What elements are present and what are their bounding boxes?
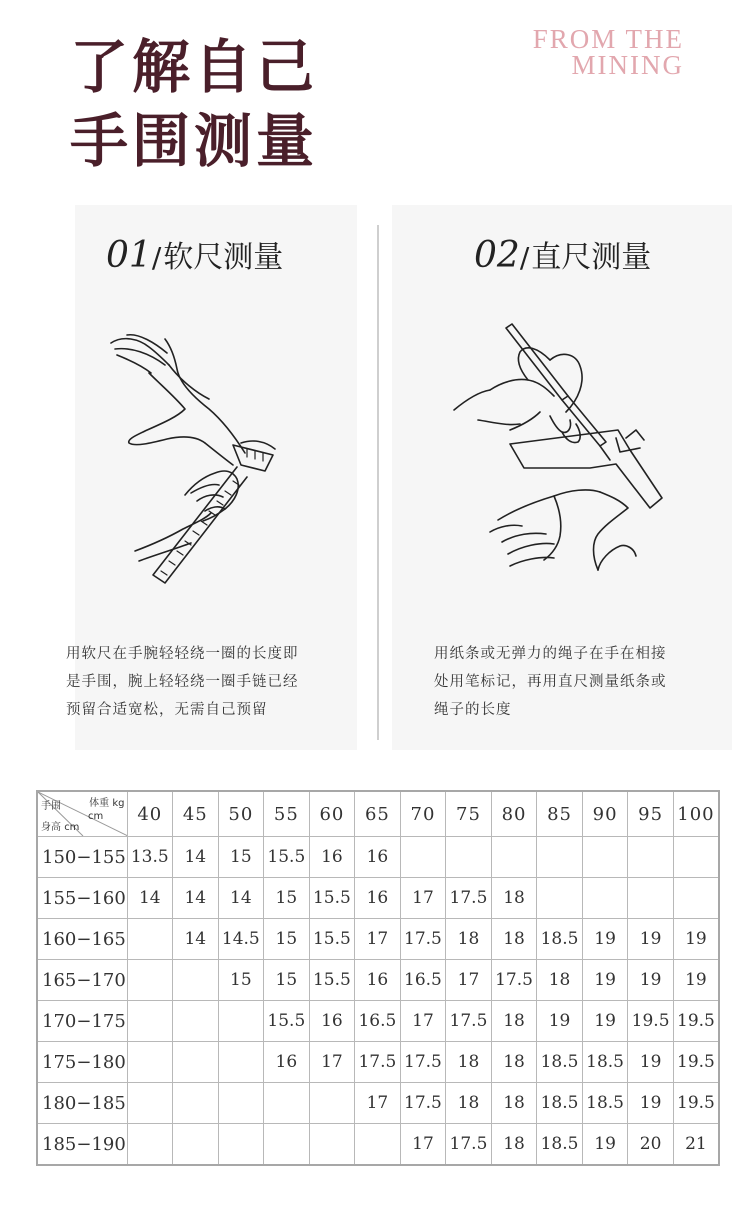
ruler-measure-illustration [450, 320, 680, 590]
height-range-cell: 175−180 [37, 1042, 127, 1083]
step-2-heading: 02/直尺测量 [474, 235, 652, 276]
wrist-size-cell: 14 [173, 837, 219, 878]
wrist-size-cell: 19 [582, 1001, 628, 1042]
wrist-size-cell [218, 1124, 264, 1166]
weight-header: 55 [264, 791, 310, 837]
wrist-size-cell: 17.5 [491, 960, 537, 1001]
wrist-size-cell: 15.5 [309, 919, 355, 960]
wrist-size-cell: 16 [355, 960, 401, 1001]
wrist-size-cell: 13.5 [127, 837, 173, 878]
wrist-size-cell: 15 [264, 878, 310, 919]
weight-header: 50 [218, 791, 264, 837]
wrist-size-cell [309, 1083, 355, 1124]
wrist-size-cell: 19 [628, 960, 674, 1001]
wrist-size-cell [173, 1042, 219, 1083]
wrist-size-cell: 17.5 [400, 1083, 446, 1124]
step-1-heading: 01/软尺测量 [106, 235, 284, 276]
table-row [37, 1083, 719, 1124]
title-line-1: 了解自己 [70, 33, 319, 101]
wrist-size-cell: 15 [264, 960, 310, 1001]
step-1-desc-line: 预留合适宽松，无需自己预留 [66, 702, 268, 718]
table-corner-cell [37, 791, 127, 837]
wrist-size-cell: 18.5 [537, 919, 583, 960]
wrist-size-cell: 19.5 [673, 1001, 719, 1042]
table-row [37, 1124, 719, 1166]
wrist-size-cell [127, 1083, 173, 1124]
wrist-size-cell: 19.5 [673, 1083, 719, 1124]
weight-header: 90 [582, 791, 628, 837]
wrist-size-cell [127, 1042, 173, 1083]
wrist-size-cell: 14 [127, 878, 173, 919]
wrist-size-cell: 17.5 [400, 919, 446, 960]
step-2-desc-line: 用纸条或无弹力的绳子在手在相接 [434, 646, 667, 662]
wrist-size-cell: 17.5 [355, 1042, 401, 1083]
wrist-size-cell: 19 [673, 919, 719, 960]
wrist-size-cell [173, 1001, 219, 1042]
wrist-size-cell [673, 878, 719, 919]
weight-header: 80 [491, 791, 537, 837]
height-range-cell: 180−185 [37, 1083, 127, 1124]
wrist-size-cell: 17.5 [446, 1124, 492, 1166]
wrist-size-cell: 18 [491, 1042, 537, 1083]
corner-height-label: 身高 cm [41, 822, 80, 833]
step-1-number: 01 [106, 235, 152, 276]
weight-header: 85 [537, 791, 583, 837]
soft-tape-measure-illustration [105, 325, 285, 585]
wrist-size-cell [446, 837, 492, 878]
wrist-size-cell: 19.5 [628, 1001, 674, 1042]
wrist-size-cell: 19 [582, 919, 628, 960]
wrist-size-cell: 18.5 [582, 1083, 628, 1124]
height-range-cell: 155−160 [37, 878, 127, 919]
wrist-size-cell: 19 [673, 960, 719, 1001]
weight-header: 95 [628, 791, 674, 837]
brand-logo-text [533, 26, 684, 78]
wrist-size-cell: 18 [537, 960, 583, 1001]
table-header-row [37, 791, 719, 837]
step-1-label: 软尺测量 [163, 240, 284, 275]
wrist-size-cell [537, 837, 583, 878]
brand-line-2: MINING [571, 50, 684, 80]
wrist-size-cell [491, 837, 537, 878]
wrist-size-cell: 16 [264, 1042, 310, 1083]
wrist-size-cell [127, 1001, 173, 1042]
wrist-size-cell: 21 [673, 1124, 719, 1166]
wrist-size-cell: 19 [582, 1124, 628, 1166]
step-2-desc-line: 处用笔标记，再用直尺测量纸条或 [434, 674, 667, 690]
weight-header: 100 [673, 791, 719, 837]
wrist-size-cell: 17.5 [400, 1042, 446, 1083]
wrist-size-cell: 16.5 [355, 1001, 401, 1042]
wrist-size-cell [264, 1124, 310, 1166]
table-row [37, 837, 719, 878]
weight-header: 70 [400, 791, 446, 837]
step-2-description [434, 640, 667, 724]
wrist-size-cell: 19 [628, 919, 674, 960]
wrist-size-cell: 17 [400, 1001, 446, 1042]
wrist-size-cell: 15 [218, 960, 264, 1001]
table-row [37, 878, 719, 919]
wrist-size-cell [400, 837, 446, 878]
step-1-description [66, 640, 299, 724]
wrist-size-cell [127, 960, 173, 1001]
corner-unit-label: cm [88, 811, 104, 822]
wrist-size-cell: 17 [400, 1124, 446, 1166]
wrist-size-cell [582, 837, 628, 878]
wrist-size-cell: 15 [264, 919, 310, 960]
height-range-cell: 165−170 [37, 960, 127, 1001]
height-range-cell: 160−165 [37, 919, 127, 960]
weight-header: 40 [127, 791, 173, 837]
table-row [37, 960, 719, 1001]
page-title [70, 30, 318, 178]
wrist-size-cell: 18 [491, 1001, 537, 1042]
wrist-size-cell: 19 [628, 1042, 674, 1083]
wrist-size-cell: 18 [446, 919, 492, 960]
wrist-size-cell: 18.5 [537, 1124, 583, 1166]
wrist-size-cell: 17 [309, 1042, 355, 1083]
wrist-size-cell: 16.5 [400, 960, 446, 1001]
wrist-size-cell: 17 [446, 960, 492, 1001]
step-2-label: 直尺测量 [531, 240, 652, 275]
wrist-size-cell: 17.5 [446, 878, 492, 919]
panel-divider [377, 225, 379, 740]
wrist-size-cell: 17 [355, 1083, 401, 1124]
height-range-cell: 185−190 [37, 1124, 127, 1166]
wrist-size-cell: 19.5 [673, 1042, 719, 1083]
wrist-size-cell: 18 [491, 878, 537, 919]
step-2-desc-line: 绳子的长度 [434, 702, 512, 718]
title-line-2: 手围测量 [70, 107, 319, 175]
weight-header: 65 [355, 791, 401, 837]
step-1-desc-line: 是手围，腕上轻轻绕一圈手链已经 [66, 674, 299, 690]
wrist-size-cell [537, 878, 583, 919]
height-range-cell: 170−175 [37, 1001, 127, 1042]
wrist-size-cell [218, 1042, 264, 1083]
wrist-size-cell: 15.5 [264, 837, 310, 878]
step-2-number: 02 [474, 235, 520, 276]
wrist-size-cell: 15.5 [264, 1001, 310, 1042]
wrist-size-cell: 16 [355, 878, 401, 919]
wrist-size-cell: 18.5 [582, 1042, 628, 1083]
weight-header: 75 [446, 791, 492, 837]
wrist-size-cell: 20 [628, 1124, 674, 1166]
wrist-size-cell: 19 [582, 960, 628, 1001]
wrist-size-cell [673, 837, 719, 878]
wrist-size-cell [173, 1083, 219, 1124]
wrist-size-cell [127, 1124, 173, 1166]
wrist-size-cell [628, 878, 674, 919]
wrist-size-cell: 18 [446, 1042, 492, 1083]
wrist-size-cell: 15.5 [309, 960, 355, 1001]
wrist-size-cell: 16 [355, 837, 401, 878]
wrist-size-cell: 15.5 [309, 878, 355, 919]
wrist-size-cell [218, 1001, 264, 1042]
wrist-size-cell [218, 1083, 264, 1124]
corner-wrist-label: 手围 [41, 801, 61, 812]
wrist-size-cell: 19 [537, 1001, 583, 1042]
wrist-size-cell: 18 [491, 1124, 537, 1166]
table-row [37, 1042, 719, 1083]
corner-weight-label: 体重 kg [89, 798, 125, 809]
wrist-size-cell: 18.5 [537, 1083, 583, 1124]
wrist-size-cell: 17 [355, 919, 401, 960]
wrist-size-cell: 19 [628, 1083, 674, 1124]
wrist-size-cell [309, 1124, 355, 1166]
brand-line-1: FROM THE [532, 24, 684, 54]
wrist-size-cell [173, 960, 219, 1001]
wrist-size-cell [582, 878, 628, 919]
weight-header: 45 [173, 791, 219, 837]
table-row [37, 919, 719, 960]
wrist-size-cell: 18 [491, 1083, 537, 1124]
wrist-size-cell: 17.5 [446, 1001, 492, 1042]
wrist-size-cell: 14 [218, 878, 264, 919]
wrist-size-cell: 18.5 [537, 1042, 583, 1083]
wrist-size-cell: 18 [446, 1083, 492, 1124]
height-range-cell: 150−155 [37, 837, 127, 878]
wrist-size-cell: 16 [309, 837, 355, 878]
wrist-size-cell: 18 [491, 919, 537, 960]
weight-header: 60 [309, 791, 355, 837]
step-1-desc-line: 用软尺在手腕轻轻绕一圈的长度即 [66, 646, 299, 662]
wrist-size-cell: 15 [218, 837, 264, 878]
table-row [37, 1001, 719, 1042]
wrist-size-cell: 17 [400, 878, 446, 919]
wrist-size-cell [264, 1083, 310, 1124]
wrist-size-cell: 14 [173, 919, 219, 960]
wrist-size-cell [127, 919, 173, 960]
wrist-size-cell: 14.5 [218, 919, 264, 960]
wrist-size-cell: 16 [309, 1001, 355, 1042]
wrist-size-cell [355, 1124, 401, 1166]
wrist-size-cell [173, 1124, 219, 1166]
wrist-size-cell: 14 [173, 878, 219, 919]
wrist-size-table [36, 790, 720, 1166]
wrist-size-cell [628, 837, 674, 878]
